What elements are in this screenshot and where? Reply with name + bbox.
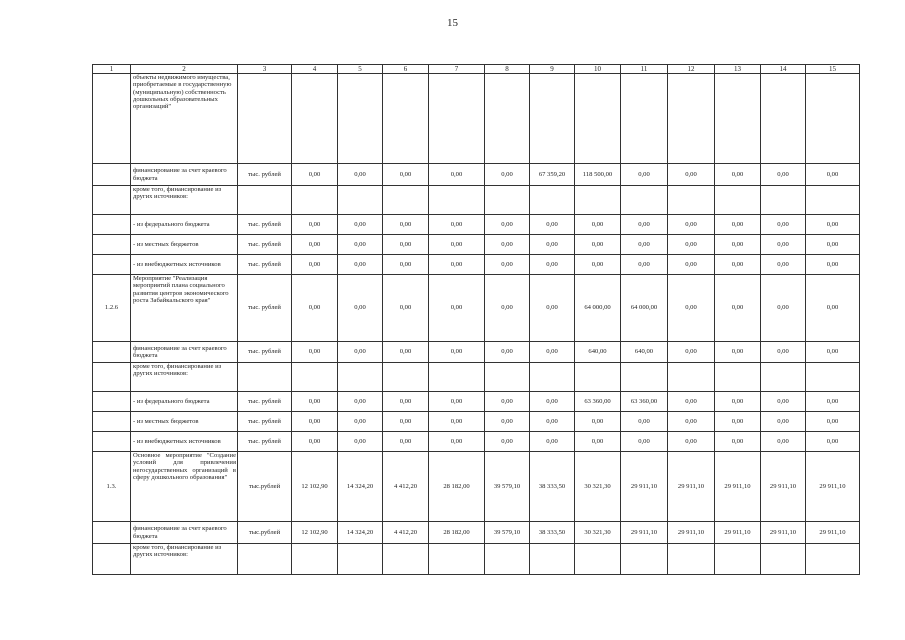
item-name-cell: - из федерального бюджета (131, 392, 238, 412)
column-number: 2 (131, 65, 238, 74)
value-cell: 0,00 (338, 164, 383, 186)
value-cell: 0,00 (292, 432, 338, 452)
value-cell: 0,00 (575, 235, 621, 255)
unit-cell (238, 544, 292, 575)
item-name-cell: - из местных бюджетов (131, 235, 238, 255)
value-cell (715, 544, 761, 575)
value-cell: 29 911,10 (806, 522, 860, 544)
value-cell: 0,00 (485, 215, 530, 235)
value-cell (668, 363, 715, 392)
value-cell: 640,00 (621, 342, 668, 363)
table-row (93, 235, 860, 255)
value-cell: 0,00 (668, 432, 715, 452)
table-row (93, 255, 860, 275)
value-cell: 0,00 (806, 255, 860, 275)
value-cell (621, 74, 668, 164)
value-cell: 0,00 (429, 255, 485, 275)
value-cell: 28 182,00 (429, 522, 485, 544)
value-cell: 0,00 (292, 275, 338, 342)
value-cell: 38 333,50 (530, 522, 575, 544)
item-name-cell: - из федерального бюджета (131, 215, 238, 235)
value-cell: 0,00 (338, 342, 383, 363)
item-name-cell: - из местных бюджетов (131, 412, 238, 432)
value-cell: 0,00 (668, 164, 715, 186)
value-cell (530, 544, 575, 575)
value-cell: 63 360,00 (621, 392, 668, 412)
value-cell: 0,00 (292, 412, 338, 432)
value-cell: 0,00 (338, 235, 383, 255)
item-name-cell: объекты недвижимого имущества, приобретаемые в государственную (муниципальную) собственность дошкольных образовательных организаций" (131, 74, 238, 164)
unit-cell (238, 74, 292, 164)
unit-cell: тыс. рублей (238, 342, 292, 363)
value-cell (575, 544, 621, 575)
value-cell: 0,00 (575, 412, 621, 432)
table-row (93, 164, 860, 186)
row-number-cell (93, 186, 131, 215)
value-cell: 0,00 (485, 255, 530, 275)
value-cell: 0,00 (761, 392, 806, 412)
value-cell: 0,00 (429, 342, 485, 363)
value-cell (383, 363, 429, 392)
value-cell: 0,00 (761, 255, 806, 275)
value-cell: 0,00 (485, 275, 530, 342)
value-cell (761, 74, 806, 164)
row-number-cell (93, 74, 131, 164)
value-cell: 0,00 (806, 342, 860, 363)
value-cell: 0,00 (338, 215, 383, 235)
value-cell (761, 544, 806, 575)
value-cell: 0,00 (668, 215, 715, 235)
value-cell: 0,00 (761, 235, 806, 255)
value-cell: 0,00 (761, 412, 806, 432)
value-cell: 30 321,30 (575, 522, 621, 544)
column-number: 13 (715, 65, 761, 74)
row-number-cell (93, 412, 131, 432)
table-row (93, 452, 860, 522)
value-cell: 0,00 (575, 215, 621, 235)
value-cell (485, 186, 530, 215)
column-number: 7 (429, 65, 485, 74)
column-number: 1 (93, 65, 131, 74)
value-cell: 0,00 (530, 432, 575, 452)
row-number-cell (93, 432, 131, 452)
value-cell: 0,00 (292, 342, 338, 363)
item-name-cell: кроме того, финансирование из других источников: (131, 544, 238, 575)
value-cell: 0,00 (485, 342, 530, 363)
column-number: 9 (530, 65, 575, 74)
row-number-cell (93, 363, 131, 392)
row-number-cell (93, 235, 131, 255)
value-cell (530, 363, 575, 392)
value-cell: 0,00 (530, 215, 575, 235)
value-cell: 4 412,20 (383, 522, 429, 544)
value-cell (429, 74, 485, 164)
table-row (93, 432, 860, 452)
value-cell (338, 186, 383, 215)
value-cell: 12 102,90 (292, 452, 338, 522)
value-cell: 0,00 (530, 255, 575, 275)
unit-cell (238, 363, 292, 392)
value-cell (668, 74, 715, 164)
column-number: 4 (292, 65, 338, 74)
column-number: 3 (238, 65, 292, 74)
column-number: 10 (575, 65, 621, 74)
value-cell: 64 000,00 (575, 275, 621, 342)
value-cell: 0,00 (338, 392, 383, 412)
table-row (93, 342, 860, 363)
table-row (93, 522, 860, 544)
item-name-cell: - из внебюджетных источников (131, 255, 238, 275)
value-cell: 0,00 (621, 412, 668, 432)
value-cell: 0,00 (715, 215, 761, 235)
value-cell: 0,00 (338, 255, 383, 275)
column-number: 14 (761, 65, 806, 74)
value-cell: 0,00 (668, 412, 715, 432)
column-number: 8 (485, 65, 530, 74)
value-cell: 39 579,10 (485, 452, 530, 522)
value-cell (338, 544, 383, 575)
value-cell: 0,00 (621, 255, 668, 275)
value-cell: 0,00 (429, 412, 485, 432)
value-cell: 0,00 (806, 275, 860, 342)
value-cell: 0,00 (485, 432, 530, 452)
value-cell: 4 412,20 (383, 452, 429, 522)
value-cell: 0,00 (383, 392, 429, 412)
row-number-cell (93, 164, 131, 186)
value-cell: 14 324,20 (338, 522, 383, 544)
unit-cell: тыс. рублей (238, 215, 292, 235)
value-cell: 0,00 (292, 215, 338, 235)
page-number: 15 (447, 17, 458, 29)
value-cell: 0,00 (530, 342, 575, 363)
value-cell (292, 186, 338, 215)
item-name-cell: Основное мероприятие "Создание условий для привлечения негосударственных организаций в сферу дошкольного образования" (131, 452, 238, 522)
table-row (93, 74, 860, 164)
value-cell: 0,00 (429, 215, 485, 235)
value-cell (383, 74, 429, 164)
value-cell: 39 579,10 (485, 522, 530, 544)
value-cell (575, 186, 621, 215)
value-cell (806, 363, 860, 392)
value-cell: 0,00 (383, 215, 429, 235)
column-number: 6 (383, 65, 429, 74)
value-cell: 29 911,10 (715, 522, 761, 544)
row-number-cell: 1.2.6 (93, 275, 131, 342)
value-cell (621, 544, 668, 575)
column-number: 5 (338, 65, 383, 74)
item-name-cell: - из внебюджетных источников (131, 432, 238, 452)
value-cell (429, 363, 485, 392)
value-cell: 0,00 (338, 275, 383, 342)
value-cell: 0,00 (383, 412, 429, 432)
value-cell (761, 363, 806, 392)
row-number-cell (93, 215, 131, 235)
value-cell (715, 363, 761, 392)
row-number-cell (93, 544, 131, 575)
value-cell (485, 363, 530, 392)
value-cell: 0,00 (530, 235, 575, 255)
value-cell (383, 544, 429, 575)
item-name-cell: финансирование за счет краевого бюджета (131, 522, 238, 544)
value-cell: 0,00 (621, 432, 668, 452)
value-cell: 0,00 (383, 432, 429, 452)
value-cell: 0,00 (292, 235, 338, 255)
value-cell (621, 363, 668, 392)
value-cell (292, 544, 338, 575)
value-cell: 0,00 (292, 392, 338, 412)
value-cell: 67 359,20 (530, 164, 575, 186)
value-cell: 0,00 (485, 412, 530, 432)
budget-table (92, 64, 860, 575)
value-cell: 0,00 (715, 412, 761, 432)
value-cell (292, 74, 338, 164)
value-cell (485, 544, 530, 575)
item-name-cell: финансирование за счет краевого бюджета (131, 342, 238, 363)
value-cell: 0,00 (715, 342, 761, 363)
column-number: 11 (621, 65, 668, 74)
value-cell: 29 911,10 (806, 452, 860, 522)
unit-cell: тыс. рублей (238, 432, 292, 452)
value-cell (575, 74, 621, 164)
value-cell: 29 911,10 (668, 522, 715, 544)
value-cell (338, 363, 383, 392)
value-cell: 0,00 (429, 432, 485, 452)
value-cell: 0,00 (761, 215, 806, 235)
value-cell: 0,00 (621, 235, 668, 255)
value-cell: 0,00 (715, 164, 761, 186)
value-cell: 0,00 (485, 235, 530, 255)
value-cell: 0,00 (806, 215, 860, 235)
value-cell: 0,00 (338, 432, 383, 452)
value-cell: 28 182,00 (429, 452, 485, 522)
value-cell: 29 911,10 (761, 452, 806, 522)
value-cell: 0,00 (338, 412, 383, 432)
value-cell: 0,00 (530, 412, 575, 432)
value-cell: 0,00 (383, 164, 429, 186)
value-cell: 12 102,90 (292, 522, 338, 544)
column-number: 12 (668, 65, 715, 74)
value-cell: 0,00 (621, 164, 668, 186)
item-name-cell: Мероприятие "Реализация мероприятий плана социального развития центров экономического роста Забайкальского края" (131, 275, 238, 342)
unit-cell: тыс. рублей (238, 275, 292, 342)
unit-cell (238, 186, 292, 215)
value-cell (530, 74, 575, 164)
value-cell: 63 360,00 (575, 392, 621, 412)
value-cell (715, 186, 761, 215)
table-row (93, 392, 860, 412)
table-row (93, 544, 860, 575)
value-cell (715, 74, 761, 164)
value-cell: 0,00 (429, 275, 485, 342)
value-cell: 0,00 (806, 412, 860, 432)
value-cell: 0,00 (715, 392, 761, 412)
value-cell: 0,00 (530, 275, 575, 342)
value-cell (621, 186, 668, 215)
item-name-cell: кроме того, финансирование из других источников: (131, 363, 238, 392)
value-cell: 0,00 (806, 164, 860, 186)
value-cell (530, 186, 575, 215)
value-cell: 0,00 (383, 255, 429, 275)
value-cell: 0,00 (806, 432, 860, 452)
value-cell: 118 500,00 (575, 164, 621, 186)
row-number-cell (93, 342, 131, 363)
item-name-cell: финансирование за счет краевого бюджета (131, 164, 238, 186)
value-cell (383, 186, 429, 215)
value-cell: 640,00 (575, 342, 621, 363)
value-cell: 0,00 (761, 432, 806, 452)
value-cell: 38 333,50 (530, 452, 575, 522)
row-number-cell (93, 392, 131, 412)
value-cell: 0,00 (485, 164, 530, 186)
value-cell (806, 74, 860, 164)
unit-cell: тыс. рублей (238, 235, 292, 255)
table-row (93, 215, 860, 235)
unit-cell: тыс.рублей (238, 522, 292, 544)
table-row (93, 363, 860, 392)
value-cell (575, 363, 621, 392)
value-cell: 0,00 (715, 275, 761, 342)
table-row (93, 412, 860, 432)
value-cell: 0,00 (668, 392, 715, 412)
column-number-row (93, 65, 860, 74)
value-cell: 0,00 (429, 235, 485, 255)
column-number: 15 (806, 65, 860, 74)
value-cell: 29 911,10 (761, 522, 806, 544)
value-cell: 64 000,00 (621, 275, 668, 342)
value-cell: 0,00 (668, 275, 715, 342)
value-cell: 0,00 (429, 164, 485, 186)
unit-cell: тыс. рублей (238, 255, 292, 275)
value-cell: 0,00 (761, 164, 806, 186)
value-cell (429, 186, 485, 215)
value-cell: 0,00 (668, 342, 715, 363)
value-cell: 0,00 (575, 432, 621, 452)
value-cell: 0,00 (383, 275, 429, 342)
value-cell: 0,00 (383, 235, 429, 255)
value-cell: 0,00 (761, 275, 806, 342)
value-cell: 29 911,10 (668, 452, 715, 522)
value-cell: 0,00 (715, 235, 761, 255)
value-cell: 0,00 (668, 235, 715, 255)
value-cell: 0,00 (383, 342, 429, 363)
value-cell (429, 544, 485, 575)
value-cell: 29 911,10 (621, 522, 668, 544)
value-cell: 0,00 (806, 235, 860, 255)
value-cell (338, 74, 383, 164)
value-cell: 0,00 (575, 255, 621, 275)
value-cell: 0,00 (530, 392, 575, 412)
value-cell: 0,00 (292, 255, 338, 275)
unit-cell: тыс. рублей (238, 412, 292, 432)
row-number-cell: 1.3. (93, 452, 131, 522)
row-number-cell (93, 255, 131, 275)
row-number-cell (93, 522, 131, 544)
value-cell: 0,00 (668, 255, 715, 275)
value-cell (806, 186, 860, 215)
value-cell (806, 544, 860, 575)
value-cell: 29 911,10 (621, 452, 668, 522)
table-row (93, 186, 860, 215)
value-cell: 0,00 (621, 215, 668, 235)
value-cell: 0,00 (761, 342, 806, 363)
item-name-cell: кроме того, финансирование из других источников: (131, 186, 238, 215)
value-cell (485, 74, 530, 164)
value-cell: 0,00 (806, 392, 860, 412)
table-row (93, 275, 860, 342)
value-cell: 14 324,20 (338, 452, 383, 522)
value-cell (761, 186, 806, 215)
value-cell: 0,00 (292, 164, 338, 186)
value-cell: 29 911,10 (715, 452, 761, 522)
value-cell (668, 544, 715, 575)
value-cell (668, 186, 715, 215)
value-cell (292, 363, 338, 392)
value-cell: 0,00 (715, 255, 761, 275)
value-cell: 30 321,30 (575, 452, 621, 522)
value-cell: 0,00 (429, 392, 485, 412)
value-cell: 0,00 (485, 392, 530, 412)
unit-cell: тыс. рублей (238, 164, 292, 186)
unit-cell: тыс. рублей (238, 392, 292, 412)
value-cell: 0,00 (715, 432, 761, 452)
unit-cell: тыс.рублей (238, 452, 292, 522)
